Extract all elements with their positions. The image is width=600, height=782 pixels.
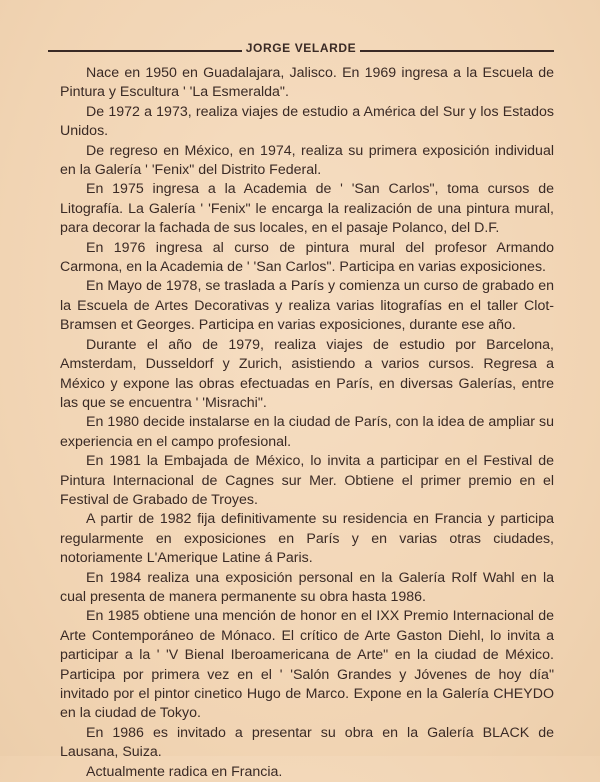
author-name: JORGE VELARDE xyxy=(245,41,357,55)
paragraph: Durante el año de 1979, realiza viajes de estudio por Barcelona, Amsterdam, Dusseldorf y Zurich, asistiendo a varios cursos. Regresa a México y expone las obras efectuadas en París, en diversas Galerías, entre las que se encuentra ' 'Misrachi". xyxy=(60,336,554,411)
paragraph: En 1985 obtiene una mención de honor en el IXX Premio Internacional de Arte Contemporáneo de Mónaco. El crítico de Arte Gaston Diehl, lo invita a participar a la ' 'V Bienal Iberoamericana de Arte" en la ciudad de México. Participa por primera vez en el ' 'Salón Grandes y Jóvenes de hoy día" invitado por el pintor cinetico Hugo de Marco. Expone en la Galería CHEYDO en la ciudad de Tokyo. xyxy=(60,608,554,722)
paragraph: En Mayo de 1978, se traslada a París y comienza un curso de grabado en la Escuela de Artes Decorativas y realiza varias litografías en el taller Clot-Bramsen et Georges. Participa en varias exposiciones, durante ese año. xyxy=(60,278,554,334)
header-rule-left xyxy=(48,50,242,52)
page-header xyxy=(48,38,554,58)
paragraph: De 1972 a 1973, realiza viajes de estudio a América del Sur y los Estados Unidos. xyxy=(60,103,554,140)
paragraph: De regreso en México, en 1974, realiza su primera exposición individual en la Galería ' 'Fenix" del Distrito Federal. xyxy=(60,142,554,179)
paragraph: A partir de 1982 fija definitivamente su residencia en Francia y participa regularmente en exposiciones en París y en varias otras ciudades, notoriamente L'Amerique Latine á Paris. xyxy=(60,511,554,567)
paragraph: En 1980 decide instalarse en la ciudad de París, con la idea de ampliar su experiencia en el campo profesional. xyxy=(60,414,554,450)
paragraph: En 1981 la Embajada de México, lo invita a participar en el Festival de Pintura Internacional de Cagnes sur Mer. Obtiene el primer premio en el Festival de Grabado de Troyes. xyxy=(60,453,554,508)
paragraph: En 1975 ingresa a la Academia de ' 'San Carlos", toma cursos de Litografía. La Galería ' 'Fenix" le encarga la realización de una pintura mural, para decorar la fachada de sus locales, en el pasaje Polanco, del D.F. xyxy=(60,181,554,237)
paragraph: En 1986 es invitado a presentar su obra en la Galería BLACK de Lausana, Suiza. xyxy=(60,724,554,761)
paragraph: En 1976 ingresa al curso de pintura mural del profesor Armando Carmona, en la Academia de ' 'San Carlos". Participa en varias exposiciones. xyxy=(60,239,554,276)
paragraph: En 1984 realiza una exposición personal en la Galería Rolf Wahl en la cual presenta de manera permanente su obra hasta 1986. xyxy=(60,569,554,605)
header-rule-right xyxy=(360,50,554,52)
paragraph: Nace en 1950 en Guadalajara, Jalisco. En 1969 ingresa a la Escuela de Pintura y Escultura ' 'La Esmeralda". xyxy=(60,65,554,101)
biography-text xyxy=(60,64,554,782)
paragraph: Actualmente radica en Francia. xyxy=(86,763,283,780)
